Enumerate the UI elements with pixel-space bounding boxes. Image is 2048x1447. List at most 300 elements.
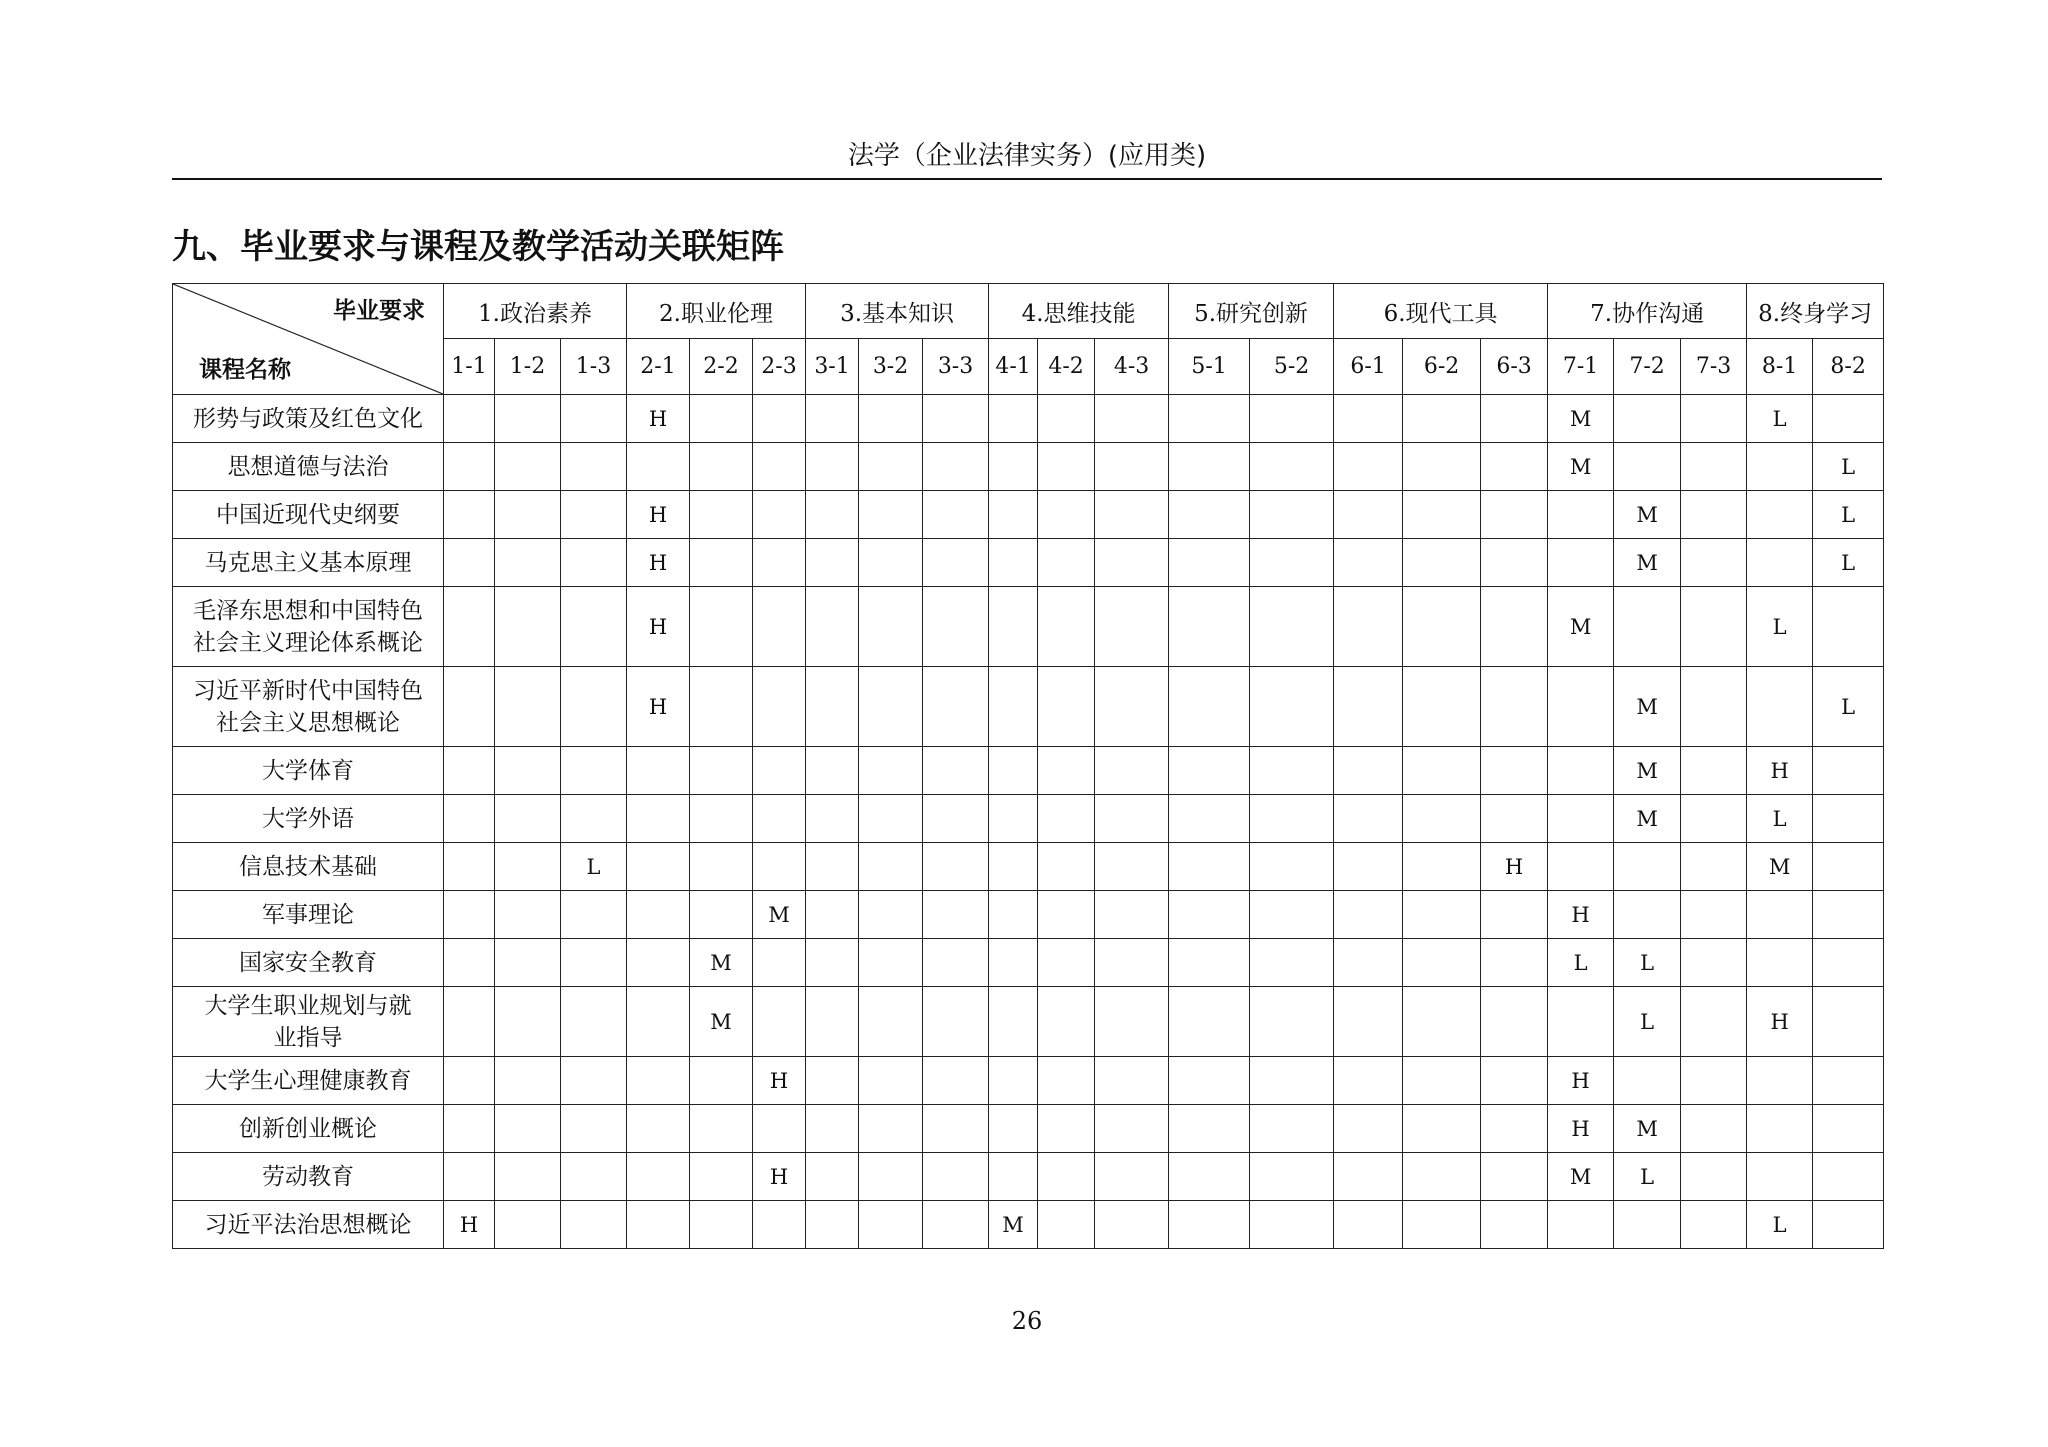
correlation-cell (1481, 1105, 1548, 1153)
correlation-cell (859, 1105, 923, 1153)
correlation-cell (923, 587, 989, 667)
correlation-cell (690, 747, 753, 795)
page-number: 26 (1011, 1307, 1043, 1335)
correlation-cell (1250, 795, 1334, 843)
running-header: 法学（企业法律实务）(应用类) (847, 141, 1207, 171)
correlation-cell (1548, 795, 1614, 843)
correlation-cell (753, 1201, 806, 1249)
course-name-line: 社会主义理论体系概论 (193, 629, 423, 656)
course-name-line: 信息技术基础 (239, 853, 377, 880)
correlation-cell (1250, 1105, 1334, 1153)
correlation-cell (753, 587, 806, 667)
correlation-cell (859, 443, 923, 491)
correlation-cell (753, 539, 806, 587)
section-title: 九、毕业要求与课程及教学活动关联矩阵 (172, 227, 784, 267)
correlation-cell: H (1747, 747, 1813, 795)
correlation-cell (1548, 539, 1614, 587)
course-requirement-matrix (172, 283, 1884, 1249)
correlation-cell (1038, 747, 1095, 795)
correlation-cell (1681, 1057, 1747, 1105)
correlation-cell: L (1813, 539, 1884, 587)
correlation-cell: M (753, 891, 806, 939)
correlation-cell (561, 987, 627, 1057)
course-name-cell (173, 1105, 444, 1153)
course-name-cell (173, 539, 444, 587)
correlation-cell (1481, 395, 1548, 443)
correlation-cell (1038, 395, 1095, 443)
correlation-cell (1334, 395, 1403, 443)
correlation-cell (1747, 891, 1813, 939)
correlation-cell (1169, 1057, 1250, 1105)
course-name-cell (173, 1153, 444, 1201)
correlation-cell: M (1614, 667, 1681, 747)
correlation-cell (1403, 1057, 1481, 1105)
correlation-cell (495, 1105, 561, 1153)
correlation-cell (989, 395, 1038, 443)
sub-requirement-header: 5-2 (1250, 339, 1334, 395)
table-row (173, 667, 1884, 747)
correlation-cell (1334, 987, 1403, 1057)
correlation-cell (1403, 987, 1481, 1057)
correlation-cell (1747, 1057, 1813, 1105)
correlation-cell (1481, 795, 1548, 843)
correlation-cell (690, 1105, 753, 1153)
correlation-cell (989, 939, 1038, 987)
correlation-cell (859, 891, 923, 939)
correlation-cell (753, 667, 806, 747)
correlation-cell: H (444, 1201, 495, 1249)
correlation-cell (1038, 1057, 1095, 1105)
sub-requirement-header: 6-1 (1334, 339, 1403, 395)
correlation-cell (1481, 443, 1548, 491)
correlation-cell (690, 443, 753, 491)
sub-requirement-header: 3-1 (806, 339, 859, 395)
correlation-cell (806, 667, 859, 747)
correlation-cell (627, 1057, 690, 1105)
correlation-cell (923, 1105, 989, 1153)
correlation-cell (753, 987, 806, 1057)
correlation-cell: L (1747, 1201, 1813, 1249)
correlation-cell (806, 1057, 859, 1105)
correlation-cell (1747, 491, 1813, 539)
sub-requirement-header: 6-2 (1403, 339, 1481, 395)
correlation-cell (444, 891, 495, 939)
correlation-cell (561, 395, 627, 443)
table-row (173, 1105, 1884, 1153)
correlation-cell (444, 939, 495, 987)
correlation-cell (561, 587, 627, 667)
course-name-line: 劳动教育 (262, 1163, 354, 1190)
sub-requirement-header: 2-3 (753, 339, 806, 395)
correlation-cell (1095, 1153, 1169, 1201)
correlation-cell: M (1614, 491, 1681, 539)
correlation-cell (1095, 747, 1169, 795)
sub-requirement-header: 4-3 (1095, 339, 1169, 395)
correlation-cell (1614, 443, 1681, 491)
correlation-cell (1681, 1201, 1747, 1249)
correlation-cell: L (1747, 395, 1813, 443)
correlation-cell (1169, 795, 1250, 843)
course-name-cell (173, 891, 444, 939)
sub-requirement-header: 7-1 (1548, 339, 1614, 395)
course-name-line: 国家安全教育 (239, 949, 377, 976)
correlation-cell (444, 395, 495, 443)
correlation-cell: H (1548, 1057, 1614, 1105)
correlation-cell (1403, 491, 1481, 539)
correlation-cell (753, 747, 806, 795)
correlation-cell (1681, 795, 1747, 843)
correlation-cell (561, 539, 627, 587)
correlation-cell (1403, 939, 1481, 987)
correlation-cell (859, 747, 923, 795)
table-row (173, 539, 1884, 587)
course-name-cell (173, 443, 444, 491)
sub-requirement-header: 7-2 (1614, 339, 1681, 395)
correlation-cell (627, 1153, 690, 1201)
correlation-cell (495, 491, 561, 539)
correlation-cell (561, 1057, 627, 1105)
correlation-cell (1813, 395, 1884, 443)
correlation-cell (1548, 987, 1614, 1057)
correlation-cell (495, 443, 561, 491)
correlation-cell (1681, 491, 1747, 539)
course-name-cell (173, 667, 444, 747)
correlation-cell (1747, 667, 1813, 747)
correlation-cell (1334, 491, 1403, 539)
correlation-cell (1813, 587, 1884, 667)
correlation-cell: H (1481, 843, 1548, 891)
correlation-cell (690, 667, 753, 747)
table-row (173, 587, 1884, 667)
correlation-cell (1334, 1201, 1403, 1249)
correlation-cell (806, 443, 859, 491)
correlation-cell (1813, 1057, 1884, 1105)
correlation-cell (753, 795, 806, 843)
correlation-cell (1250, 587, 1334, 667)
correlation-cell (444, 539, 495, 587)
correlation-cell (627, 795, 690, 843)
correlation-cell (1250, 539, 1334, 587)
correlation-cell (859, 539, 923, 587)
course-name-line: 毛泽东思想和中国特色 (193, 597, 423, 624)
correlation-cell (1681, 395, 1747, 443)
correlation-cell (1747, 1105, 1813, 1153)
correlation-cell (1813, 843, 1884, 891)
correlation-cell (1095, 1057, 1169, 1105)
sub-requirement-header: 4-1 (989, 339, 1038, 395)
correlation-cell (859, 987, 923, 1057)
correlation-cell (753, 395, 806, 443)
correlation-cell (1038, 987, 1095, 1057)
correlation-cell (806, 939, 859, 987)
course-name-line: 马克思主义基本原理 (204, 549, 412, 576)
correlation-cell (806, 1105, 859, 1153)
correlation-cell (1813, 987, 1884, 1057)
correlation-cell (859, 1201, 923, 1249)
table-row (173, 795, 1884, 843)
correlation-cell (806, 587, 859, 667)
sub-requirement-header: 8-2 (1813, 339, 1884, 395)
correlation-cell (1250, 1153, 1334, 1201)
correlation-cell: M (1614, 1105, 1681, 1153)
correlation-cell (1095, 587, 1169, 667)
correlation-cell (989, 987, 1038, 1057)
correlation-cell (1403, 667, 1481, 747)
correlation-cell (444, 491, 495, 539)
course-name-line: 大学外语 (262, 805, 354, 832)
correlation-cell (923, 395, 989, 443)
correlation-cell (561, 1201, 627, 1249)
table-row (173, 1201, 1884, 1249)
correlation-cell (1481, 491, 1548, 539)
correlation-cell: H (627, 587, 690, 667)
correlation-cell (1250, 843, 1334, 891)
correlation-cell (1334, 1057, 1403, 1105)
correlation-cell (1095, 987, 1169, 1057)
correlation-cell (923, 843, 989, 891)
correlation-cell (753, 1105, 806, 1153)
correlation-cell (989, 891, 1038, 939)
correlation-cell (1095, 667, 1169, 747)
corner-label-requirements: 毕业要求 (333, 298, 425, 324)
correlation-cell (444, 1153, 495, 1201)
correlation-cell (1481, 939, 1548, 987)
correlation-cell (989, 443, 1038, 491)
correlation-cell (1038, 1105, 1095, 1153)
correlation-cell: M (1614, 795, 1681, 843)
correlation-cell (859, 939, 923, 987)
sub-requirement-header: 3-2 (859, 339, 923, 395)
correlation-cell (1038, 843, 1095, 891)
correlation-cell (806, 795, 859, 843)
correlation-cell (495, 539, 561, 587)
correlation-cell (1403, 747, 1481, 795)
correlation-cell (1681, 443, 1747, 491)
correlation-cell (806, 747, 859, 795)
correlation-cell (806, 395, 859, 443)
correlation-cell (1334, 843, 1403, 891)
correlation-cell (989, 667, 1038, 747)
correlation-cell (1403, 891, 1481, 939)
correlation-cell (627, 1105, 690, 1153)
correlation-cell (444, 443, 495, 491)
correlation-cell (495, 891, 561, 939)
correlation-cell (495, 1201, 561, 1249)
requirement-group-header: 7.协作沟通 (1548, 284, 1747, 339)
correlation-cell (923, 1201, 989, 1249)
correlation-cell (1095, 443, 1169, 491)
correlation-cell (859, 395, 923, 443)
correlation-cell (495, 987, 561, 1057)
correlation-cell (923, 667, 989, 747)
correlation-cell (1095, 1105, 1169, 1153)
correlation-cell (859, 1153, 923, 1201)
correlation-cell (1038, 891, 1095, 939)
course-name-line: 创新创业概论 (239, 1115, 377, 1142)
correlation-cell (1403, 443, 1481, 491)
correlation-cell (1095, 795, 1169, 843)
correlation-cell (806, 987, 859, 1057)
correlation-cell (1095, 491, 1169, 539)
correlation-cell (923, 1153, 989, 1201)
correlation-cell: H (627, 491, 690, 539)
correlation-cell (1250, 443, 1334, 491)
correlation-cell (1334, 587, 1403, 667)
correlation-cell (1548, 1201, 1614, 1249)
correlation-cell (1038, 667, 1095, 747)
correlation-cell: M (690, 939, 753, 987)
correlation-cell (495, 587, 561, 667)
correlation-cell (1813, 939, 1884, 987)
correlation-cell: M (1614, 539, 1681, 587)
sub-requirement-header: 2-1 (627, 339, 690, 395)
correlation-cell (1250, 1057, 1334, 1105)
correlation-cell (1614, 891, 1681, 939)
sub-requirement-header: 4-2 (1038, 339, 1095, 395)
sub-requirement-header: 5-1 (1169, 339, 1250, 395)
correlation-cell (495, 843, 561, 891)
correlation-cell (1403, 1201, 1481, 1249)
correlation-cell (753, 443, 806, 491)
correlation-cell (1747, 443, 1813, 491)
correlation-cell (1481, 667, 1548, 747)
correlation-cell: L (1813, 667, 1884, 747)
correlation-cell (1548, 843, 1614, 891)
sub-requirement-header: 1-1 (444, 339, 495, 395)
correlation-cell: L (1614, 987, 1681, 1057)
correlation-cell (1038, 491, 1095, 539)
correlation-cell (627, 747, 690, 795)
correlation-cell (444, 667, 495, 747)
correlation-cell (1614, 843, 1681, 891)
correlation-cell (1548, 747, 1614, 795)
correlation-cell (690, 539, 753, 587)
correlation-cell: H (753, 1153, 806, 1201)
correlation-cell (1548, 667, 1614, 747)
correlation-cell (495, 939, 561, 987)
correlation-cell (561, 939, 627, 987)
correlation-cell (690, 1057, 753, 1105)
correlation-cell (495, 795, 561, 843)
correlation-cell (1169, 987, 1250, 1057)
correlation-cell (1334, 795, 1403, 843)
correlation-cell (1334, 747, 1403, 795)
correlation-cell (1681, 587, 1747, 667)
table-row (173, 843, 1884, 891)
correlation-cell (627, 843, 690, 891)
correlation-cell (923, 747, 989, 795)
correlation-cell (1548, 491, 1614, 539)
correlation-cell (1038, 1201, 1095, 1249)
correlation-cell (1813, 1201, 1884, 1249)
correlation-cell: H (627, 539, 690, 587)
correlation-cell (1403, 587, 1481, 667)
correlation-cell (1334, 443, 1403, 491)
correlation-cell (690, 843, 753, 891)
correlation-cell (989, 843, 1038, 891)
table-row (173, 891, 1884, 939)
correlation-cell (923, 987, 989, 1057)
correlation-cell: H (1548, 891, 1614, 939)
course-name-cell (173, 795, 444, 843)
correlation-cell (989, 587, 1038, 667)
course-name-cell (173, 1057, 444, 1105)
correlation-cell (1403, 1105, 1481, 1153)
correlation-cell (1403, 539, 1481, 587)
correlation-cell: M (1548, 587, 1614, 667)
correlation-cell (806, 539, 859, 587)
correlation-cell (1250, 1201, 1334, 1249)
correlation-cell (1169, 939, 1250, 987)
course-name-cell (173, 1201, 444, 1249)
table-row (173, 395, 1884, 443)
table-row (173, 1057, 1884, 1105)
table-row (173, 939, 1884, 987)
correlation-cell (753, 491, 806, 539)
requirement-group-header: 2.职业伦理 (627, 284, 806, 339)
sub-requirement-header: 1-3 (561, 339, 627, 395)
correlation-cell (1681, 891, 1747, 939)
correlation-cell (806, 843, 859, 891)
correlation-cell (444, 795, 495, 843)
requirement-group-header: 1.政治素养 (444, 284, 627, 339)
correlation-cell (1681, 539, 1747, 587)
correlation-cell (1250, 987, 1334, 1057)
course-name-line: 军事理论 (262, 901, 354, 928)
sub-requirement-header: 8-1 (1747, 339, 1813, 395)
correlation-cell (1614, 587, 1681, 667)
correlation-cell (627, 1201, 690, 1249)
correlation-cell (753, 843, 806, 891)
course-name-cell (173, 747, 444, 795)
correlation-cell (1250, 491, 1334, 539)
correlation-cell (444, 747, 495, 795)
correlation-cell (1747, 939, 1813, 987)
correlation-cell (1169, 1105, 1250, 1153)
correlation-cell (561, 891, 627, 939)
correlation-cell (627, 443, 690, 491)
correlation-cell (1403, 1153, 1481, 1201)
correlation-cell (561, 747, 627, 795)
correlation-cell: H (1548, 1105, 1614, 1153)
correlation-cell: L (561, 843, 627, 891)
correlation-cell (561, 1105, 627, 1153)
correlation-cell: L (1614, 939, 1681, 987)
correlation-cell (1334, 1105, 1403, 1153)
correlation-cell (1481, 1201, 1548, 1249)
correlation-cell (1250, 939, 1334, 987)
correlation-cell: H (753, 1057, 806, 1105)
correlation-cell (1813, 795, 1884, 843)
correlation-cell: L (1548, 939, 1614, 987)
correlation-cell (806, 491, 859, 539)
correlation-cell (1481, 891, 1548, 939)
correlation-cell (1681, 939, 1747, 987)
correlation-cell: M (1614, 747, 1681, 795)
correlation-cell (1169, 747, 1250, 795)
corner-header-cell (173, 284, 444, 395)
correlation-cell (1403, 395, 1481, 443)
correlation-cell (923, 795, 989, 843)
course-name-cell (173, 843, 444, 891)
correlation-cell (859, 843, 923, 891)
correlation-cell (923, 939, 989, 987)
correlation-cell (1169, 891, 1250, 939)
correlation-cell (1681, 987, 1747, 1057)
correlation-cell (859, 795, 923, 843)
correlation-cell (1481, 1057, 1548, 1105)
correlation-cell (923, 1057, 989, 1105)
